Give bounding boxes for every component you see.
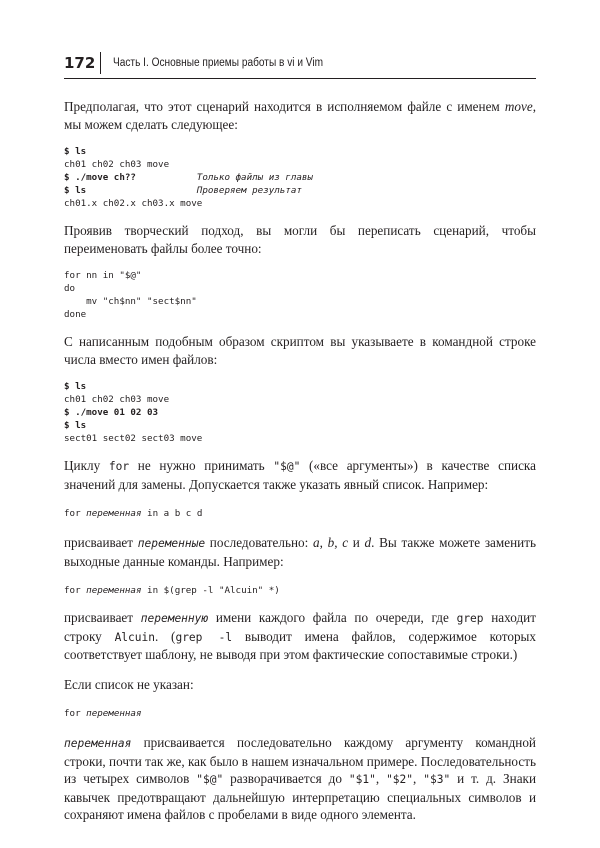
code-block-5: for переменная in $(grep -l "Alcuin" *) bbox=[64, 585, 280, 596]
code-block-4: for переменная in a b c d bbox=[64, 508, 203, 519]
code-comment: Проверяем результат bbox=[196, 185, 302, 196]
paragraph-rewrite: Проявив творческий подход, вы могли бы переписать сценарий, чтобы переименовать файлы более точно: bbox=[64, 223, 536, 256]
page-content bbox=[64, 98, 536, 824]
paragraph-numbers: С написанным подобным образом скриптом вы указываете в командной строке числа вместо имен файлов: bbox=[64, 334, 536, 367]
running-head: Часть I. Основные приемы работы в vi и Vim bbox=[113, 57, 324, 69]
paragraph-assigns-variables: присваивает переменные последовательно: a, b, c и d. Вы также можете заменить выходные данные команды. Например: bbox=[64, 535, 536, 569]
header-divider bbox=[100, 52, 101, 74]
code-block-2: for nn in "$@" do mv "ch$nn" "sect$nn" done bbox=[64, 270, 197, 320]
code-block-1: $ ls ch01 ch02 ch03 move $ ./move ch?? Только файлы из главы $ ls Проверяем результат ch01.x ch02.x ch03.x move bbox=[64, 146, 313, 209]
paragraph-intro: Предполагая, что этот сценарий находится в исполняемом файле с именем move, мы можем сделать следующее: bbox=[64, 99, 536, 132]
page-number: 172 bbox=[64, 54, 96, 72]
code-comment: Только файлы из главы bbox=[196, 172, 313, 183]
filename-move: move bbox=[504, 99, 533, 114]
page-header bbox=[64, 52, 536, 74]
paragraph-for-loop: Циклу for не нужно принимать "$@" («все аргументы») в качестве списка значений для замены. Допускается также указать явный список. Например: bbox=[64, 458, 536, 492]
paragraph-args-expansion: переменная присваивается последовательно каждому аргументу командной строки, почти так же, как было в нашем изначальном примере. Последовательность из четырех символов "$@" разворачивается до "$1", "$2", "$3" и т. д. Знаки кавычек предотвращают дальнейшую интерпретацию специальных символов и сохраняют имена файлов с пробелами в виде одного элемента. bbox=[64, 735, 537, 822]
paragraph-grep: присваивает переменную имени каждого файла по очереди, где grep находит строку Alcuin. (grep -l выводит имена файлов, содержимое которых соответствует шаблону, не выводя при этом фактические сопоставимые строки.) bbox=[64, 610, 536, 662]
paragraph-no-list: Если список не указан: bbox=[64, 676, 194, 692]
header-rule bbox=[64, 78, 536, 79]
code-block-3: $ ls ch01 ch02 ch03 move $ ./move 01 02 03 $ ls sect01 sect02 sect03 move bbox=[64, 381, 203, 444]
code-block-6: for переменная bbox=[64, 708, 142, 719]
